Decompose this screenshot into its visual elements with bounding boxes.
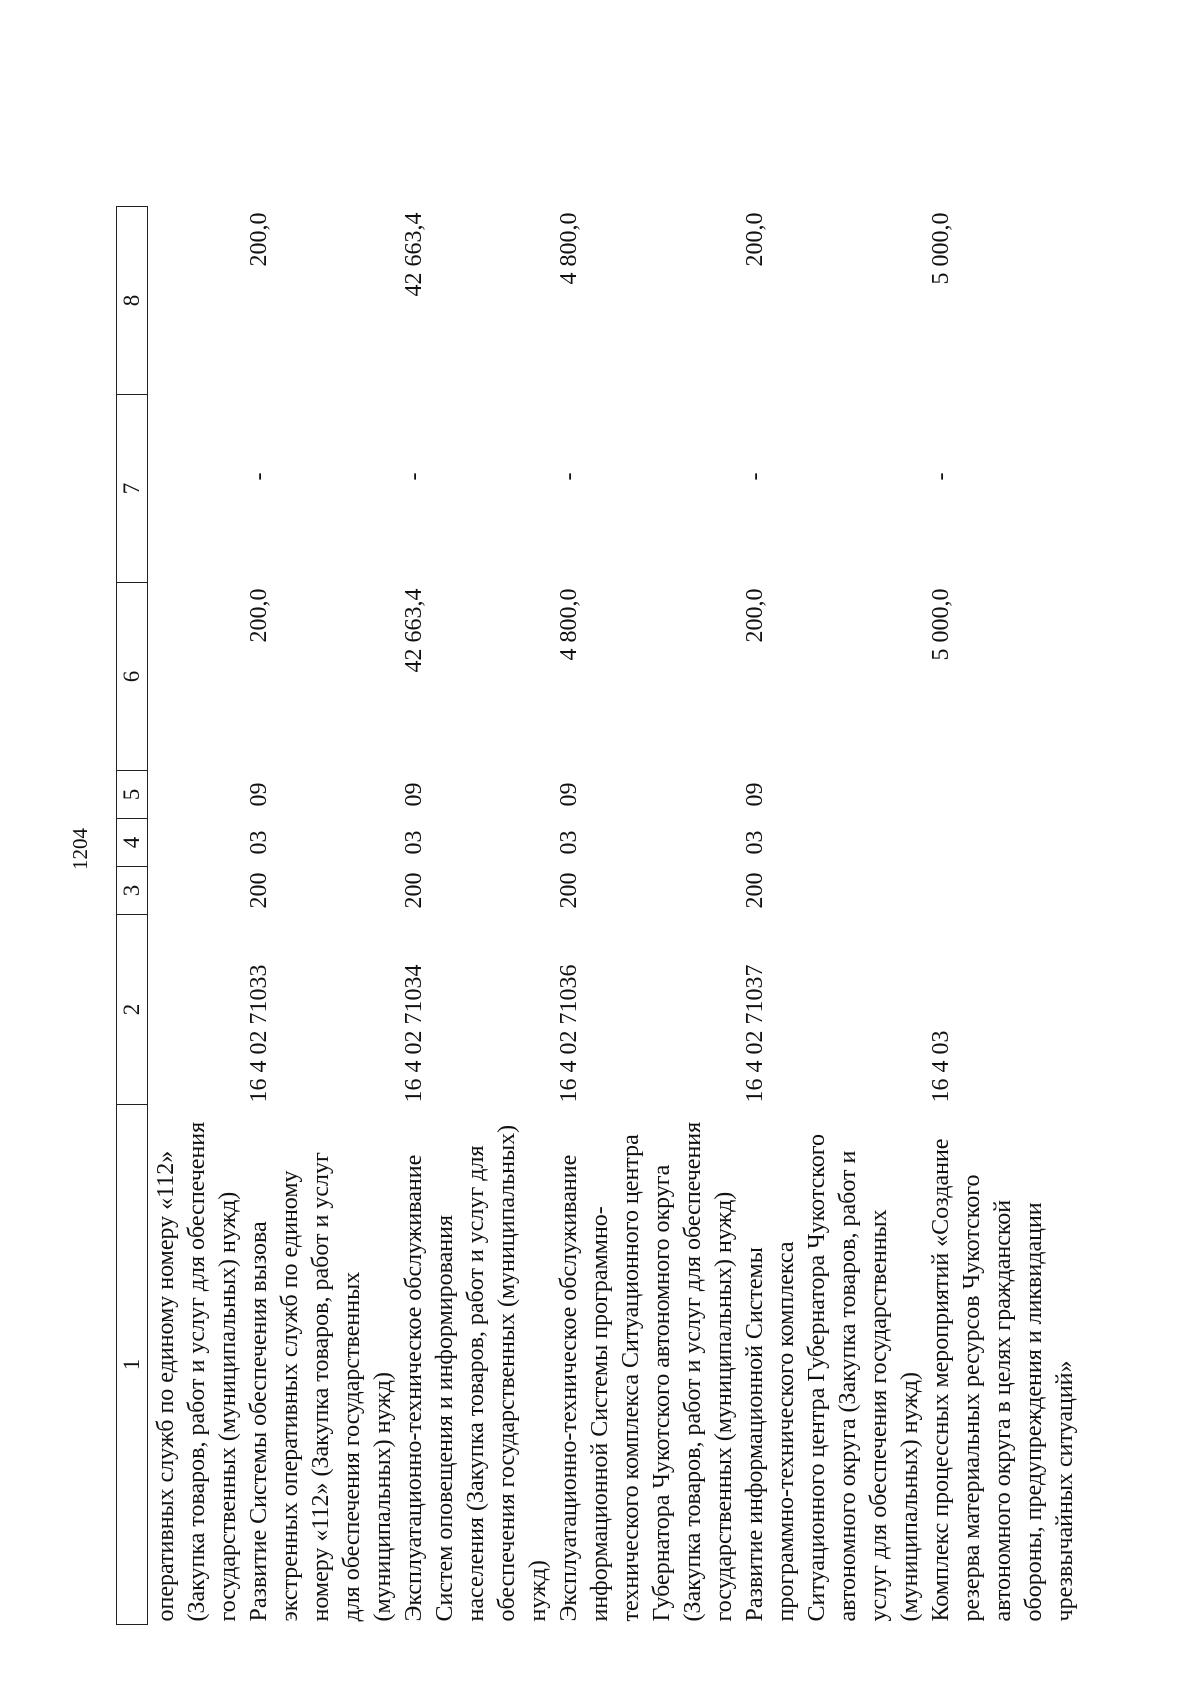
description-line: обеспечения государственных (муниципальных) — [494, 1124, 520, 1622]
description-line: Эксплуатационно-техническое обслуживание — [556, 1154, 582, 1622]
row-col6: 4 800,0 — [556, 588, 582, 661]
row-col6 — [148, 583, 245, 771]
row-group: 200 — [556, 872, 582, 909]
row-col6: 5 000,0 — [928, 588, 954, 661]
description-line: резерва материальных ресурсов Чукотского — [959, 1174, 985, 1622]
description-line: Развитие Системы обеспечения вызова — [246, 1221, 272, 1622]
description-line: государственных (муниципальных) нужд) — [215, 1191, 241, 1622]
row-col8: 200,0 — [246, 212, 272, 267]
description-line: Ситуационного центра Губернатора Чукотского — [804, 1134, 830, 1622]
row-section: 03 — [742, 830, 768, 855]
row-description — [148, 1105, 245, 1625]
row-description — [740, 1105, 926, 1625]
row-group: 200 — [742, 872, 768, 909]
row-code: 16 4 02 71033 — [246, 964, 272, 1103]
description-line: обороны, предупреждения и ликвидации — [1021, 1202, 1047, 1622]
row-group: 200 — [246, 872, 272, 909]
row-subsection: 09 — [401, 782, 427, 807]
row-col7 — [148, 395, 245, 583]
row-description — [399, 1105, 554, 1625]
row-section: 03 — [246, 830, 272, 855]
col-header-4: 4 — [117, 819, 148, 867]
row-description — [554, 1105, 740, 1625]
row-col8: 5 000,0 — [928, 212, 954, 285]
row-code — [148, 915, 245, 1105]
description-line: автономного округа в целях гражданской — [990, 1199, 1016, 1622]
table-row — [926, 207, 1081, 1625]
header-row — [117, 207, 148, 1625]
row-col8 — [148, 207, 245, 395]
row-col7: - — [246, 472, 272, 481]
description-line: нужд) — [525, 1560, 551, 1622]
table-row — [554, 207, 740, 1625]
col-header-2: 2 — [117, 915, 148, 1105]
row-col8: 200,0 — [742, 212, 768, 267]
row-code: 16 4 02 71037 — [742, 964, 768, 1103]
description-line: программно-технического комплекса — [773, 1241, 799, 1622]
row-col6: 42 663,4 — [401, 588, 427, 673]
description-line: (муниципальных) нужд) — [370, 1372, 396, 1622]
row-description — [926, 1105, 1081, 1625]
description-line: Губернатора Чукотского автономного округа — [649, 1164, 675, 1622]
row-subsection — [148, 771, 245, 819]
description-line: населения (Закупка товаров, работ и услуг для — [463, 1145, 489, 1622]
row-section — [926, 819, 1081, 867]
description-line: (муниципальных) нужд) — [897, 1372, 923, 1622]
description-line: Комплекс процессных мероприятий «Создание — [928, 1138, 954, 1622]
description-line: чрезвычайных ситуаций» — [1052, 1360, 1078, 1622]
page-number: 1204 — [68, 828, 92, 870]
description-line: технического комплекса Ситуационного центра — [618, 1134, 644, 1622]
row-code: 16 4 03 — [928, 1030, 954, 1103]
row-group — [926, 867, 1081, 915]
table-row — [244, 207, 399, 1625]
description-line: информационной Системы программно- — [587, 1206, 613, 1622]
row-section: 03 — [556, 830, 582, 855]
row-col7: - — [742, 472, 768, 481]
description-line: Развитие информационной Системы — [742, 1247, 768, 1622]
description-line: автономного округа (Закупка товаров, работ и — [835, 1150, 861, 1622]
row-code: 16 4 02 71036 — [556, 964, 582, 1103]
row-subsection — [926, 771, 1081, 819]
row-group — [148, 867, 245, 915]
description-line: (Закупка товаров, работ и услуг для обеспечения — [184, 1121, 210, 1622]
row-col6: 200,0 — [742, 588, 768, 643]
row-subsection: 09 — [556, 782, 582, 807]
row-col7: - — [928, 472, 954, 481]
col-header-3: 3 — [117, 867, 148, 915]
row-col7: - — [556, 472, 582, 481]
row-section: 03 — [401, 830, 427, 855]
table-row — [399, 207, 554, 1625]
col-header-5: 5 — [117, 771, 148, 819]
table-row — [148, 207, 245, 1625]
row-code: 16 4 02 71034 — [401, 964, 427, 1103]
description-line: Эксплуатационно-техническое обслуживание — [401, 1154, 427, 1622]
description-line: государственных (муниципальных) нужд) — [711, 1191, 737, 1622]
description-line: оперативных служб по единому номеру «112» — [153, 1150, 179, 1622]
description-line: (Закупка товаров, работ и услуг для обеспечения — [680, 1121, 706, 1622]
col-header-7: 7 — [117, 395, 148, 583]
col-header-1: 1 — [117, 1105, 148, 1625]
description-line: номеру «112» (Закупка товаров, работ и услуг — [308, 1152, 334, 1622]
budget-table — [116, 206, 1081, 1625]
col-header-8: 8 — [117, 207, 148, 395]
row-col7: - — [401, 472, 427, 481]
row-col8: 42 663,4 — [401, 212, 427, 297]
row-subsection: 09 — [246, 782, 272, 807]
table-row — [740, 207, 926, 1625]
col-header-6: 6 — [117, 583, 148, 771]
row-section — [148, 819, 245, 867]
row-group: 200 — [401, 872, 427, 909]
row-col6: 200,0 — [246, 588, 272, 643]
row-subsection: 09 — [742, 782, 768, 807]
row-description — [244, 1105, 399, 1625]
description-line: Систем оповещения и информирования — [432, 1214, 458, 1622]
row-col8: 4 800,0 — [556, 212, 582, 285]
description-line: для обеспечения государственных — [339, 1271, 365, 1622]
description-line: экстренных оперативных служб по единому — [277, 1170, 303, 1622]
description-line: услуг для обеспечения государственных — [866, 1209, 892, 1622]
